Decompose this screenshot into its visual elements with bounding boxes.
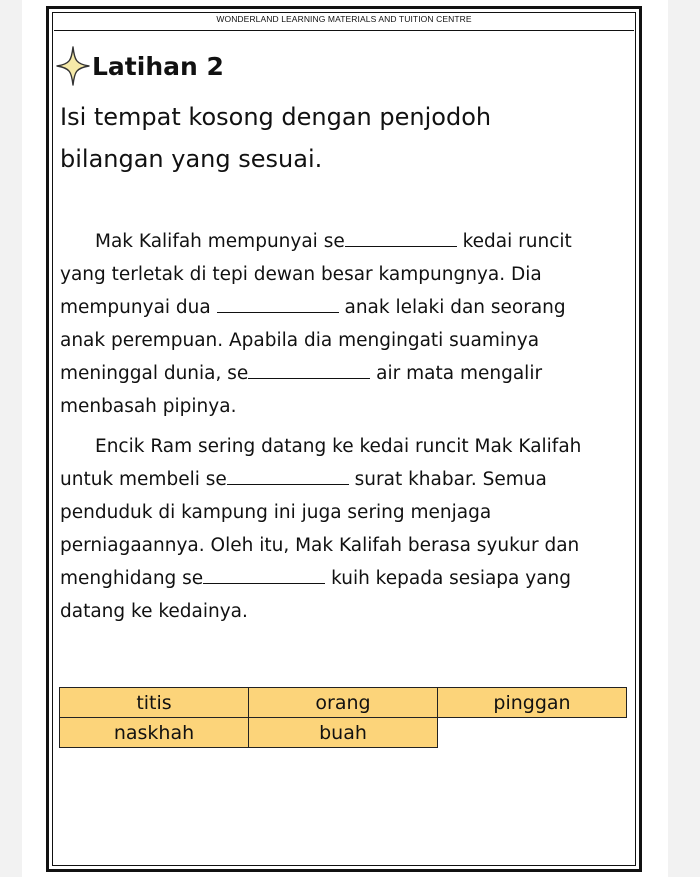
word-option-naskhah[interactable]: naskhah — [60, 718, 249, 748]
passage-text: surat khabar. Semua — [348, 469, 547, 490]
answer-blank-1[interactable] — [345, 232, 457, 247]
passage-line — [95, 231, 572, 252]
passage-line — [60, 363, 542, 384]
passage-text: meninggal dunia, se — [60, 363, 249, 384]
answer-blank-2[interactable] — [217, 298, 339, 313]
star-icon — [56, 46, 90, 86]
word-bank-row — [60, 688, 627, 718]
word-option-pinggan[interactable]: pinggan — [438, 688, 627, 718]
instruction-line: Isi tempat kosong dengan penjodoh — [60, 103, 492, 131]
header-divider — [54, 30, 634, 31]
passage-line: anak perempuan. Apabila dia mengingati suaminya — [60, 330, 540, 351]
word-bank-table — [59, 687, 627, 748]
word-option-orang[interactable]: orang — [249, 688, 438, 718]
title-row — [56, 46, 224, 86]
word-bank-empty-cell — [438, 718, 627, 748]
passage-line — [60, 469, 547, 490]
passage-line: yang terletak di tepi dewan besar kampungnya. Dia — [60, 264, 542, 285]
answer-blank-5[interactable] — [203, 569, 325, 584]
word-option-buah[interactable]: buah — [249, 718, 438, 748]
passage-line — [60, 568, 571, 589]
passage-line: perniagaannya. Oleh itu, Mak Kalifah berasa syukur dan — [60, 535, 580, 556]
word-bank-row — [60, 718, 627, 748]
passage-text: Mak Kalifah mempunyai se — [95, 231, 345, 252]
instruction-line: bilangan yang sesuai. — [60, 145, 323, 173]
passage-line: menbasah pipinya. — [60, 396, 237, 417]
passage-text: anak lelaki dan seorang — [338, 297, 566, 318]
passage-text: untuk membeli se — [60, 469, 227, 490]
word-option-titis[interactable]: titis — [60, 688, 249, 718]
passage-text: menghidang se — [60, 568, 204, 589]
centre-header: WONDERLAND LEARNING MATERIALS AND TUITION CENTRE — [216, 14, 472, 24]
instruction-text — [60, 96, 620, 180]
passage-text: kuih kepada sesiapa yang — [325, 568, 572, 589]
answer-blank-4[interactable] — [227, 470, 349, 485]
passage-line: datang ke kedainya. — [60, 601, 248, 622]
passage-text: air mata mengalir — [370, 363, 543, 384]
answer-blank-3[interactable] — [248, 364, 370, 379]
passage-line: penduduk di kampung ini juga sering menjaga — [60, 502, 492, 523]
passage-line — [60, 297, 566, 318]
passage-line: Encik Ram sering datang ke kedai runcit Mak Kalifah — [95, 436, 582, 457]
exercise-title: Latihan 2 — [92, 51, 224, 81]
passage-text: mempunyai dua — [60, 297, 217, 318]
passage-text: kedai runcit — [456, 231, 572, 252]
